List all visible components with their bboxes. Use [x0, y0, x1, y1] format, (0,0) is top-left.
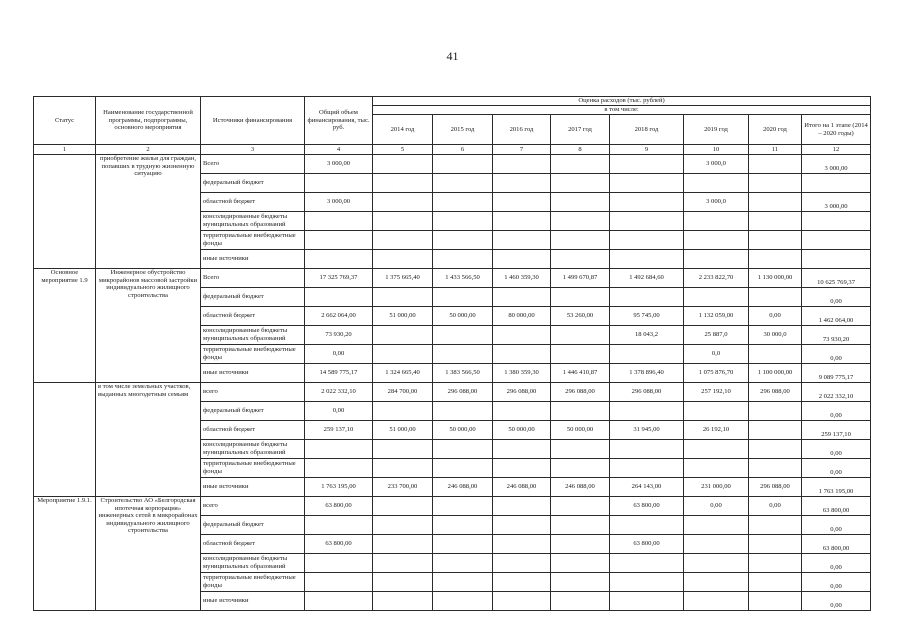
year-value-cell — [610, 231, 684, 250]
stage-total-cell: 0,00 — [802, 516, 871, 535]
year-value-cell: 296 088,00 — [610, 383, 684, 402]
stage-total-cell: 63 800,00 — [802, 497, 871, 516]
measure-name-cell: приобретение жилья для граждан, попавших в трудную жизненную ситуацию — [96, 155, 201, 269]
year-value-cell — [433, 554, 493, 573]
funding-source-cell: консолидированные бюджеты муниципальных образований — [201, 212, 305, 231]
header-including: в том числе: — [373, 106, 871, 115]
year-value-cell: 2 233 822,70 — [684, 269, 749, 288]
funding-source-cell: Всего — [201, 269, 305, 288]
stage-total-cell: 63 800,00 — [802, 535, 871, 554]
funding-source-cell: федеральный бюджет — [201, 174, 305, 193]
year-value-cell — [749, 212, 802, 231]
total-cell: 1 763 195,00 — [305, 478, 373, 497]
stage-total-cell: 0,00 — [802, 573, 871, 592]
header-year: 2015 год — [433, 115, 493, 145]
column-number: 7 — [493, 145, 551, 155]
funding-source-cell: консолидированные бюджеты муниципальных образований — [201, 554, 305, 573]
year-value-cell — [684, 250, 749, 269]
year-value-cell — [433, 573, 493, 592]
year-value-cell — [749, 250, 802, 269]
year-value-cell: 296 088,00 — [749, 478, 802, 497]
year-value-cell — [551, 250, 610, 269]
column-number: 6 — [433, 145, 493, 155]
status-cell — [34, 383, 96, 497]
funding-source-cell: федеральный бюджет — [201, 402, 305, 421]
total-cell: 73 930,20 — [305, 326, 373, 345]
year-value-cell — [433, 402, 493, 421]
year-value-cell — [749, 421, 802, 440]
year-value-cell — [493, 174, 551, 193]
year-value-cell — [373, 345, 433, 364]
funding-source-cell: территориальные внебюджетные фонды — [201, 459, 305, 478]
stage-total-cell: 0,00 — [802, 440, 871, 459]
year-value-cell — [551, 174, 610, 193]
year-value-cell: 296 088,00 — [551, 383, 610, 402]
year-value-cell — [684, 554, 749, 573]
header-year: 2020 год — [749, 115, 802, 145]
year-value-cell — [433, 193, 493, 212]
stage-total-cell: 73 930,20 — [802, 326, 871, 345]
year-value-cell: 264 143,00 — [610, 478, 684, 497]
year-value-cell: 1 492 684,60 — [610, 269, 684, 288]
stage-total-cell: 1 462 064,00 — [802, 307, 871, 326]
year-value-cell — [373, 326, 433, 345]
year-value-cell: 95 745,00 — [610, 307, 684, 326]
year-value-cell — [493, 573, 551, 592]
year-value-cell — [684, 174, 749, 193]
year-value-cell — [684, 231, 749, 250]
year-value-cell — [433, 250, 493, 269]
year-value-cell: 1 433 566,50 — [433, 269, 493, 288]
stage-total-cell — [802, 231, 871, 250]
column-number: 12 — [802, 145, 871, 155]
year-value-cell — [551, 535, 610, 554]
year-value-cell — [493, 592, 551, 611]
year-value-cell: 296 088,00 — [493, 383, 551, 402]
year-value-cell — [373, 193, 433, 212]
column-number: 4 — [305, 145, 373, 155]
year-value-cell — [493, 459, 551, 478]
stage-total-cell: 0,00 — [802, 402, 871, 421]
stage-total-cell: 3 000,00 — [802, 193, 871, 212]
year-value-cell — [373, 535, 433, 554]
year-value-cell — [551, 193, 610, 212]
year-value-cell — [551, 573, 610, 592]
year-value-cell: 1 380 359,30 — [493, 364, 551, 383]
funding-source-cell: иные источники — [201, 364, 305, 383]
total-cell: 3 000,00 — [305, 155, 373, 174]
year-value-cell: 31 945,00 — [610, 421, 684, 440]
year-value-cell — [433, 345, 493, 364]
year-value-cell: 1 499 670,87 — [551, 269, 610, 288]
total-cell: 17 325 769,37 — [305, 269, 373, 288]
year-value-cell — [373, 497, 433, 516]
year-value-cell: 246 088,00 — [433, 478, 493, 497]
year-value-cell — [684, 592, 749, 611]
year-value-cell: 51 000,00 — [373, 307, 433, 326]
year-value-cell — [493, 345, 551, 364]
header-stage-total: Итого на 1 этапе (2014 – 2020 годы) — [802, 115, 871, 145]
total-cell: 2 662 064,00 — [305, 307, 373, 326]
total-cell: 63 800,00 — [305, 497, 373, 516]
stage-total-cell: 10 625 769,37 — [802, 269, 871, 288]
year-value-cell — [493, 516, 551, 535]
year-value-cell — [610, 592, 684, 611]
column-numbers-row — [34, 145, 871, 155]
year-value-cell — [749, 535, 802, 554]
total-cell: 259 137,10 — [305, 421, 373, 440]
year-value-cell — [373, 440, 433, 459]
year-value-cell — [610, 554, 684, 573]
year-value-cell — [433, 440, 493, 459]
year-value-cell — [373, 459, 433, 478]
stage-total-cell: 0,00 — [802, 288, 871, 307]
year-value-cell — [749, 592, 802, 611]
year-value-cell — [433, 155, 493, 174]
year-value-cell: 1 446 410,87 — [551, 364, 610, 383]
header-sources: Источники финансирования — [201, 97, 305, 145]
year-value-cell — [610, 402, 684, 421]
year-value-cell — [749, 554, 802, 573]
header-year: 2017 год — [551, 115, 610, 145]
year-value-cell — [373, 516, 433, 535]
year-value-cell: 3 000,0 — [684, 155, 749, 174]
year-value-cell — [749, 459, 802, 478]
funding-source-cell: территориальные внебюджетные фонды — [201, 231, 305, 250]
year-value-cell: 296 088,00 — [433, 383, 493, 402]
stage-total-cell: 0,00 — [802, 345, 871, 364]
year-value-cell — [610, 155, 684, 174]
year-value-cell: 1 460 359,30 — [493, 269, 551, 288]
year-value-cell — [433, 516, 493, 535]
year-value-cell — [610, 250, 684, 269]
total-cell — [305, 592, 373, 611]
total-cell: 2 022 332,10 — [305, 383, 373, 402]
year-value-cell — [551, 231, 610, 250]
total-cell — [305, 174, 373, 193]
year-value-cell — [433, 497, 493, 516]
year-value-cell — [684, 212, 749, 231]
year-value-cell — [551, 155, 610, 174]
year-value-cell: 53 260,00 — [551, 307, 610, 326]
year-value-cell — [551, 497, 610, 516]
year-value-cell — [749, 573, 802, 592]
year-value-cell: 1 378 896,40 — [610, 364, 684, 383]
year-value-cell: 63 800,00 — [610, 535, 684, 554]
total-cell — [305, 212, 373, 231]
year-value-cell — [551, 592, 610, 611]
funding-source-cell: иные источники — [201, 592, 305, 611]
year-value-cell — [749, 440, 802, 459]
year-value-cell — [373, 212, 433, 231]
year-value-cell: 0,00 — [684, 497, 749, 516]
stage-total-cell: 3 000,00 — [802, 155, 871, 174]
year-value-cell — [551, 212, 610, 231]
header-year: 2019 год — [684, 115, 749, 145]
year-value-cell: 0,00 — [749, 497, 802, 516]
funding-source-cell: всего — [201, 383, 305, 402]
table-row — [34, 269, 871, 288]
year-value-cell: 50 000,00 — [493, 421, 551, 440]
year-value-cell — [493, 250, 551, 269]
year-value-cell — [433, 288, 493, 307]
header-year: 2018 год — [610, 115, 684, 145]
year-value-cell: 50 000,00 — [551, 421, 610, 440]
year-value-cell — [551, 554, 610, 573]
header-status: Статус — [34, 97, 96, 145]
year-value-cell — [610, 193, 684, 212]
funding-source-cell: всего — [201, 497, 305, 516]
year-value-cell — [749, 174, 802, 193]
year-value-cell — [610, 573, 684, 592]
header-year: 2016 год — [493, 115, 551, 145]
year-value-cell — [551, 516, 610, 535]
year-value-cell: 18 043,2 — [610, 326, 684, 345]
total-cell — [305, 231, 373, 250]
year-value-cell — [373, 231, 433, 250]
total-cell — [305, 554, 373, 573]
funding-source-cell: консолидированные бюджеты муниципальных образований — [201, 326, 305, 345]
year-value-cell: 257 192,10 — [684, 383, 749, 402]
page-number: 41 — [446, 49, 459, 63]
total-cell: 0,00 — [305, 402, 373, 421]
funding-source-cell: федеральный бюджет — [201, 288, 305, 307]
funding-source-cell: иные источники — [201, 478, 305, 497]
year-value-cell — [373, 155, 433, 174]
year-value-cell: 26 192,10 — [684, 421, 749, 440]
year-value-cell — [684, 288, 749, 307]
funding-source-cell: областной бюджет — [201, 193, 305, 212]
table-row — [34, 497, 871, 516]
year-value-cell: 1 130 000,00 — [749, 269, 802, 288]
year-value-cell — [749, 516, 802, 535]
funding-source-cell: территориальные внебюджетные фонды — [201, 573, 305, 592]
year-value-cell — [433, 231, 493, 250]
year-value-cell — [493, 440, 551, 459]
year-value-cell: 1 075 876,70 — [684, 364, 749, 383]
year-value-cell: 233 700,00 — [373, 478, 433, 497]
year-value-cell: 3 000,0 — [684, 193, 749, 212]
year-value-cell — [433, 174, 493, 193]
status-cell — [34, 155, 96, 269]
measure-name-cell: в том числе земельных участков, выданных многодетным семьям — [96, 383, 201, 497]
year-value-cell — [493, 402, 551, 421]
total-cell — [305, 516, 373, 535]
year-value-cell — [493, 155, 551, 174]
year-value-cell — [610, 288, 684, 307]
year-value-cell: 80 000,00 — [493, 307, 551, 326]
year-value-cell: 1 375 665,40 — [373, 269, 433, 288]
year-value-cell — [493, 554, 551, 573]
stage-total-cell: 9 089 775,17 — [802, 364, 871, 383]
year-value-cell: 284 700,00 — [373, 383, 433, 402]
year-value-cell: 50 000,00 — [433, 421, 493, 440]
column-number: 2 — [96, 145, 201, 155]
column-number: 9 — [610, 145, 684, 155]
total-cell — [305, 573, 373, 592]
year-value-cell — [373, 288, 433, 307]
year-value-cell: 51 000,00 — [373, 421, 433, 440]
year-value-cell — [610, 459, 684, 478]
year-value-cell — [684, 440, 749, 459]
stage-total-cell: 1 763 195,00 — [802, 478, 871, 497]
year-value-cell: 30 000,0 — [749, 326, 802, 345]
column-number: 11 — [749, 145, 802, 155]
stage-total-cell — [802, 212, 871, 231]
stage-total-cell: 0,00 — [802, 554, 871, 573]
year-value-cell — [493, 193, 551, 212]
total-cell: 14 589 775,17 — [305, 364, 373, 383]
year-value-cell — [610, 345, 684, 364]
total-cell — [305, 250, 373, 269]
total-cell: 0,00 — [305, 345, 373, 364]
year-value-cell — [373, 573, 433, 592]
year-value-cell — [493, 535, 551, 554]
year-value-cell — [610, 516, 684, 535]
year-value-cell: 50 000,00 — [433, 307, 493, 326]
year-value-cell — [749, 288, 802, 307]
year-value-cell — [493, 288, 551, 307]
measure-name-cell: Инженерное обустройство микрорайонов массовой застройки индивидуального жилищного строительства — [96, 269, 201, 383]
year-value-cell — [684, 402, 749, 421]
year-value-cell: 0,00 — [749, 307, 802, 326]
funding-source-cell: федеральный бюджет — [201, 516, 305, 535]
year-value-cell: 63 800,00 — [610, 497, 684, 516]
stage-total-cell — [802, 250, 871, 269]
year-value-cell — [373, 250, 433, 269]
funding-source-cell: областной бюджет — [201, 421, 305, 440]
funding-source-cell: областной бюджет — [201, 535, 305, 554]
column-number: 1 — [34, 145, 96, 155]
year-value-cell — [551, 288, 610, 307]
year-value-cell — [551, 345, 610, 364]
year-value-cell — [749, 155, 802, 174]
header-name: Наименование государственной программы, подпрограммы, основного мероприятия — [96, 97, 201, 145]
year-value-cell: 0,0 — [684, 345, 749, 364]
stage-total-cell — [802, 174, 871, 193]
year-value-cell — [749, 345, 802, 364]
year-value-cell: 246 088,00 — [551, 478, 610, 497]
header-estimate: Оценка расходов (тыс. рублей) — [373, 97, 871, 106]
stage-total-cell: 2 022 332,10 — [802, 383, 871, 402]
year-value-cell — [493, 231, 551, 250]
year-value-cell — [433, 459, 493, 478]
header-total: Общий объем финансирования, тыс. руб. — [305, 97, 373, 145]
total-cell — [305, 459, 373, 478]
table-row — [34, 383, 871, 402]
measure-name-cell: Строительство АО «Белгородская ипотечная корпорация» инженерных сетей в микрорайонах индивидуального жилищного строительства — [96, 497, 201, 611]
year-value-cell: 1 324 665,40 — [373, 364, 433, 383]
year-value-cell — [493, 326, 551, 345]
funding-source-cell: Всего — [201, 155, 305, 174]
column-number: 8 — [551, 145, 610, 155]
year-value-cell: 1 383 566,50 — [433, 364, 493, 383]
year-value-cell — [684, 459, 749, 478]
year-value-cell — [493, 212, 551, 231]
year-value-cell — [433, 535, 493, 554]
status-cell: Основное мероприятие 1.9 — [34, 269, 96, 383]
year-value-cell — [433, 326, 493, 345]
year-value-cell: 246 088,00 — [493, 478, 551, 497]
total-cell — [305, 288, 373, 307]
year-value-cell — [433, 212, 493, 231]
year-value-cell — [684, 516, 749, 535]
year-value-cell: 296 088,00 — [749, 383, 802, 402]
budget-table — [33, 96, 871, 611]
status-cell: Мероприятие 1.9.1. — [34, 497, 96, 611]
stage-total-cell: 0,00 — [802, 459, 871, 478]
total-cell — [305, 440, 373, 459]
column-number: 5 — [373, 145, 433, 155]
year-value-cell — [373, 174, 433, 193]
column-number: 10 — [684, 145, 749, 155]
funding-source-cell: областной бюджет — [201, 307, 305, 326]
stage-total-cell: 259 137,10 — [802, 421, 871, 440]
funding-source-cell: консолидированные бюджеты муниципальных образований — [201, 440, 305, 459]
year-value-cell — [610, 174, 684, 193]
total-cell: 3 000,00 — [305, 193, 373, 212]
year-value-cell: 1 100 000,00 — [749, 364, 802, 383]
table-row — [34, 155, 871, 174]
funding-source-cell: территориальные внебюджетные фонды — [201, 345, 305, 364]
year-value-cell — [610, 212, 684, 231]
funding-source-cell: иные источники — [201, 250, 305, 269]
year-value-cell — [373, 402, 433, 421]
year-value-cell — [373, 592, 433, 611]
year-value-cell — [433, 592, 493, 611]
year-value-cell — [551, 440, 610, 459]
year-value-cell: 25 887,0 — [684, 326, 749, 345]
stage-total-cell: 0,00 — [802, 592, 871, 611]
total-cell: 63 800,00 — [305, 535, 373, 554]
year-value-cell — [684, 535, 749, 554]
year-value-cell — [551, 402, 610, 421]
header-year: 2014 год — [373, 115, 433, 145]
column-number: 3 — [201, 145, 305, 155]
year-value-cell — [684, 573, 749, 592]
year-value-cell: 231 000,00 — [684, 478, 749, 497]
year-value-cell — [493, 497, 551, 516]
year-value-cell: 1 132 059,00 — [684, 307, 749, 326]
year-value-cell — [551, 459, 610, 478]
year-value-cell — [749, 402, 802, 421]
year-value-cell — [373, 554, 433, 573]
year-value-cell — [551, 326, 610, 345]
year-value-cell — [749, 231, 802, 250]
year-value-cell — [610, 440, 684, 459]
year-value-cell — [749, 193, 802, 212]
